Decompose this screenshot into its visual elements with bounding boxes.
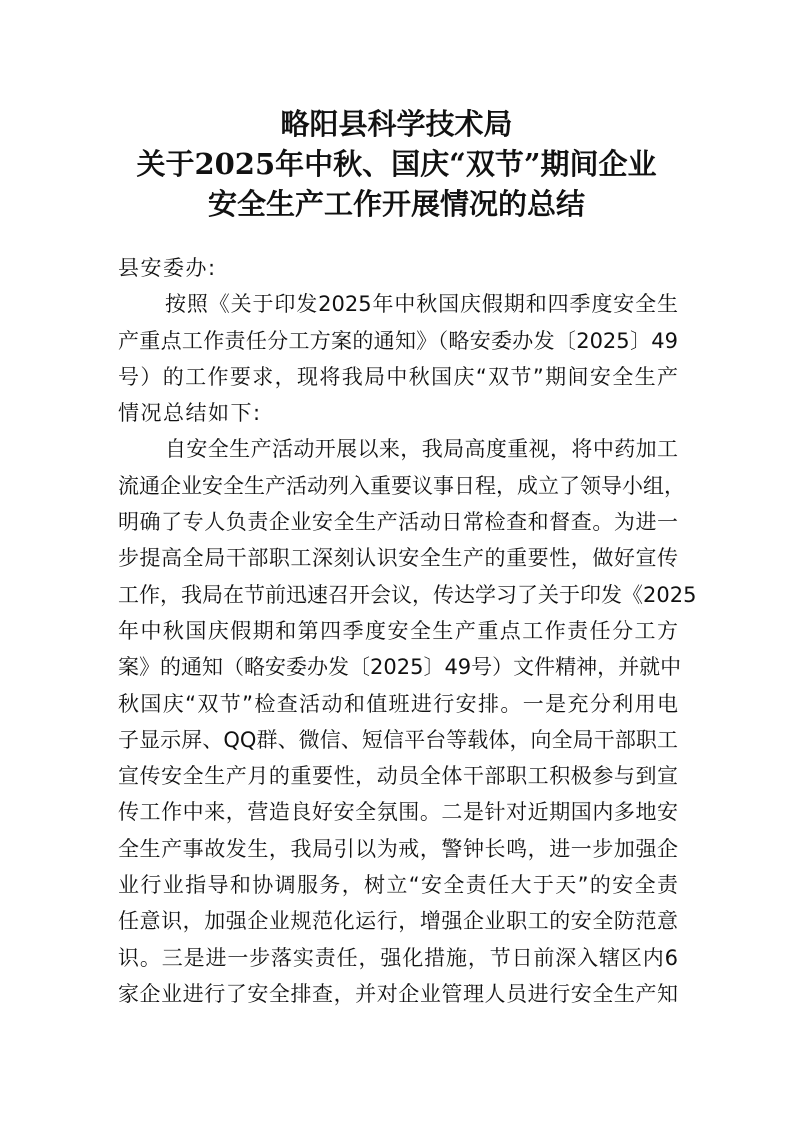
paragraph-line: 产重点工作责任分工方案的通知》（略安委办发〔2025〕49 bbox=[118, 328, 678, 353]
paragraph-line: 传工作中来，营造良好安全氛围。二是针对近期国内多地安 bbox=[118, 800, 678, 825]
title-line: 关于2025年中秋、国庆“双节”期间企业 bbox=[136, 147, 657, 181]
paragraph-line: 业行业指导和协调服务，树立“安全责任大于天”的安全责 bbox=[118, 873, 678, 898]
paragraph-line: 全生产事故发生，我局引以为戒，警钟长鸣，进一步加强企 bbox=[118, 836, 678, 861]
paragraph-line: 宣传安全生产月的重要性，动员全体干部职工积极参与到宣 bbox=[118, 764, 678, 789]
paragraph-line: 秋国庆“双节”检查活动和值班进行安排。一是充分利用电 bbox=[118, 691, 678, 716]
paragraph-line: 案》的通知（略安委办发〔2025〕49号）文件精神，并就中 bbox=[118, 655, 682, 680]
paragraph-line: 号）的工作要求，现将我局中秋国庆“双节”期间安全生产 bbox=[118, 364, 678, 389]
title-line: 略阳县科学技术局 bbox=[280, 107, 513, 141]
document-body bbox=[118, 250, 697, 1012]
document-title bbox=[0, 104, 793, 224]
paragraph-line: 自安全生产活动开展以来，我局高度重视，将中药加工 bbox=[165, 437, 678, 462]
paragraph-line: 情况总结如下: bbox=[118, 401, 262, 426]
paragraph-line: 流通企业安全生产活动列入重要议事日程，成立了领导小组， bbox=[118, 473, 685, 498]
paragraph-line: 年中秋国庆假期和第四季度安全生产重点工作责任分工方 bbox=[118, 618, 678, 643]
paragraph-line: 任意识，加强企业规范化运行，增强企业职工的安全防范意 bbox=[118, 909, 678, 934]
paragraph-line: 子显示屏、QQ群、微信、短信平台等载体，向全局干部职工 bbox=[118, 727, 678, 752]
paragraph-line: 识。三是进一步落实责任，强化措施，节日前深入辖区内6 bbox=[118, 945, 678, 970]
paragraph bbox=[118, 431, 697, 1012]
paragraph-line: 工作，我局在节前迅速召开会议，传达学习了关于印发《2025 bbox=[118, 582, 697, 607]
paragraph-line: 明确了专人负责企业安全生产活动日常检查和督查。为进一 bbox=[118, 510, 678, 535]
salutation: 县安委办: bbox=[118, 256, 217, 280]
paragraph-line: 按照《关于印发2025年中秋国庆假期和四季度安全生 bbox=[165, 292, 678, 317]
paragraph bbox=[118, 286, 678, 431]
title-line: 安全生产工作开展情况的总结 bbox=[207, 187, 585, 221]
paragraph-line: 家企业进行了安全排查，并对企业管理人员进行安全生产知 bbox=[118, 981, 678, 1006]
paragraph-line: 步提高全局干部职工深刻认识安全生产的重要性，做好宣传 bbox=[118, 546, 678, 571]
